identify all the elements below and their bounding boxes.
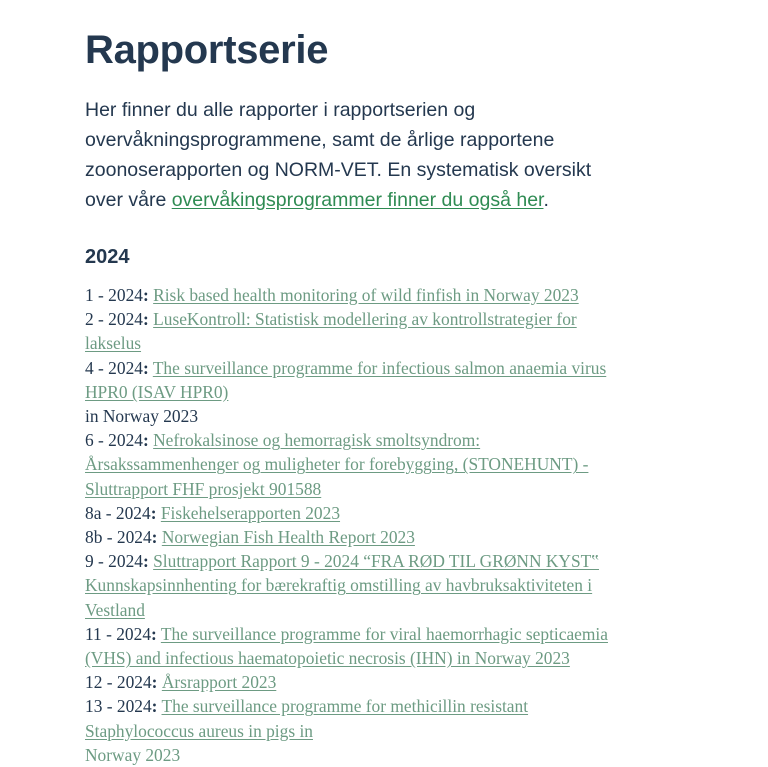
report-number-colon: : xyxy=(150,502,157,523)
report-link[interactable]: The surveillance programme for viral haemorrhagic septicaemia (VHS) and infectious haematopoietic necrosis (IHN) in Norway 2023 xyxy=(85,623,608,669)
report-link[interactable]: The surveillance programme for methicillin resistant Staphylococcus aureus in pigs in xyxy=(85,696,529,741)
report-link[interactable]: Norwegian Fish Health Report 2023 xyxy=(161,527,415,548)
list-item xyxy=(85,283,627,307)
report-link[interactable]: Risk based health monitoring of wild finfish in Norway 2023 xyxy=(153,285,579,305)
intro-text-after-link: . xyxy=(543,189,549,211)
report-number-colon: : xyxy=(151,623,157,644)
report-number-label: 8b - 2024 xyxy=(85,527,152,548)
report-number xyxy=(85,358,153,378)
year-heading-2024: 2024 xyxy=(85,246,130,268)
report-number-label: 1 - 2024 xyxy=(85,285,143,305)
report-number-label: 2 - 2024 xyxy=(85,309,143,330)
report-number xyxy=(85,527,162,547)
report-number-label: 9 - 2024 xyxy=(85,551,143,572)
report-tail: in Norway 2023 xyxy=(85,406,199,427)
report-number-colon: : xyxy=(142,430,149,451)
content-column xyxy=(85,0,627,767)
list-item xyxy=(85,525,627,549)
report-number-colon: : xyxy=(142,309,149,330)
list-item xyxy=(85,549,627,622)
report-list-2024 xyxy=(85,269,627,767)
report-link[interactable]: Sluttrapport Rapport 9 - 2024 “FRA RØD TIL GRØNN KYST‟ Kunnskapsinnhenting for bærekraftig omstilling av havbruksaktiviteten i Vestland xyxy=(85,551,599,620)
list-item xyxy=(85,501,627,525)
list-item xyxy=(85,356,627,429)
intro-paragraph xyxy=(85,73,627,215)
report-number xyxy=(85,696,162,716)
report-number-label: 13 - 2024 xyxy=(85,696,152,717)
report-link[interactable]: Nefrokalsinose og hemorragisk smoltsyndrom: Årsakssammenhenger og muligheter for forebygging, (STONEHUNT) - Sluttrapport FHF prosjekt 901588 xyxy=(85,430,589,499)
report-link[interactable]: Fiskehelserapporten 2023 xyxy=(160,502,341,523)
report-number xyxy=(85,430,153,450)
report-number xyxy=(85,503,161,523)
report-number-colon: : xyxy=(142,551,149,572)
report-number-colon: : xyxy=(142,357,149,378)
report-number xyxy=(85,672,162,692)
report-number xyxy=(85,624,161,644)
list-item xyxy=(85,307,627,355)
report-number xyxy=(85,309,153,329)
report-number-label: 12 - 2024 xyxy=(85,672,152,693)
report-number-colon: : xyxy=(142,285,149,305)
report-number xyxy=(85,285,153,305)
report-link[interactable]: LuseKontroll: Statistisk modellering av kontrollstrategier for lakselus xyxy=(85,309,577,354)
overvakingsprogrammer-link[interactable]: overvåkingsprogrammer finner du også her xyxy=(171,189,544,211)
report-number-colon: : xyxy=(151,527,158,548)
report-tail: Norway 2023 xyxy=(85,744,181,765)
report-link[interactable]: The surveillance programme for infectious salmon anaemia virus HPR0 (ISAV HPR0) xyxy=(85,357,607,402)
intro-text-before-link: Her finner du alle rapporter i rapportserien og overvåkningsprogrammene, samt de årlige rapportene zoonoserapporten og NORM-VET. En systematisk oversikt over våre xyxy=(85,99,592,211)
list-item xyxy=(85,428,627,501)
report-number-label: 4 - 2024 xyxy=(85,357,143,378)
list-item xyxy=(85,670,627,694)
report-number-label: 11 - 2024 xyxy=(85,623,152,644)
list-item xyxy=(85,622,627,670)
report-number-label: 6 - 2024 xyxy=(85,430,143,451)
report-number-label: 8a - 2024 xyxy=(85,502,151,523)
page-title: Rapportserie xyxy=(85,28,329,72)
report-number xyxy=(85,551,153,571)
report-number-colon: : xyxy=(151,672,158,693)
list-item xyxy=(85,694,627,767)
report-link[interactable]: Årsrapport 2023 xyxy=(161,672,277,693)
report-number-colon: : xyxy=(151,696,158,717)
